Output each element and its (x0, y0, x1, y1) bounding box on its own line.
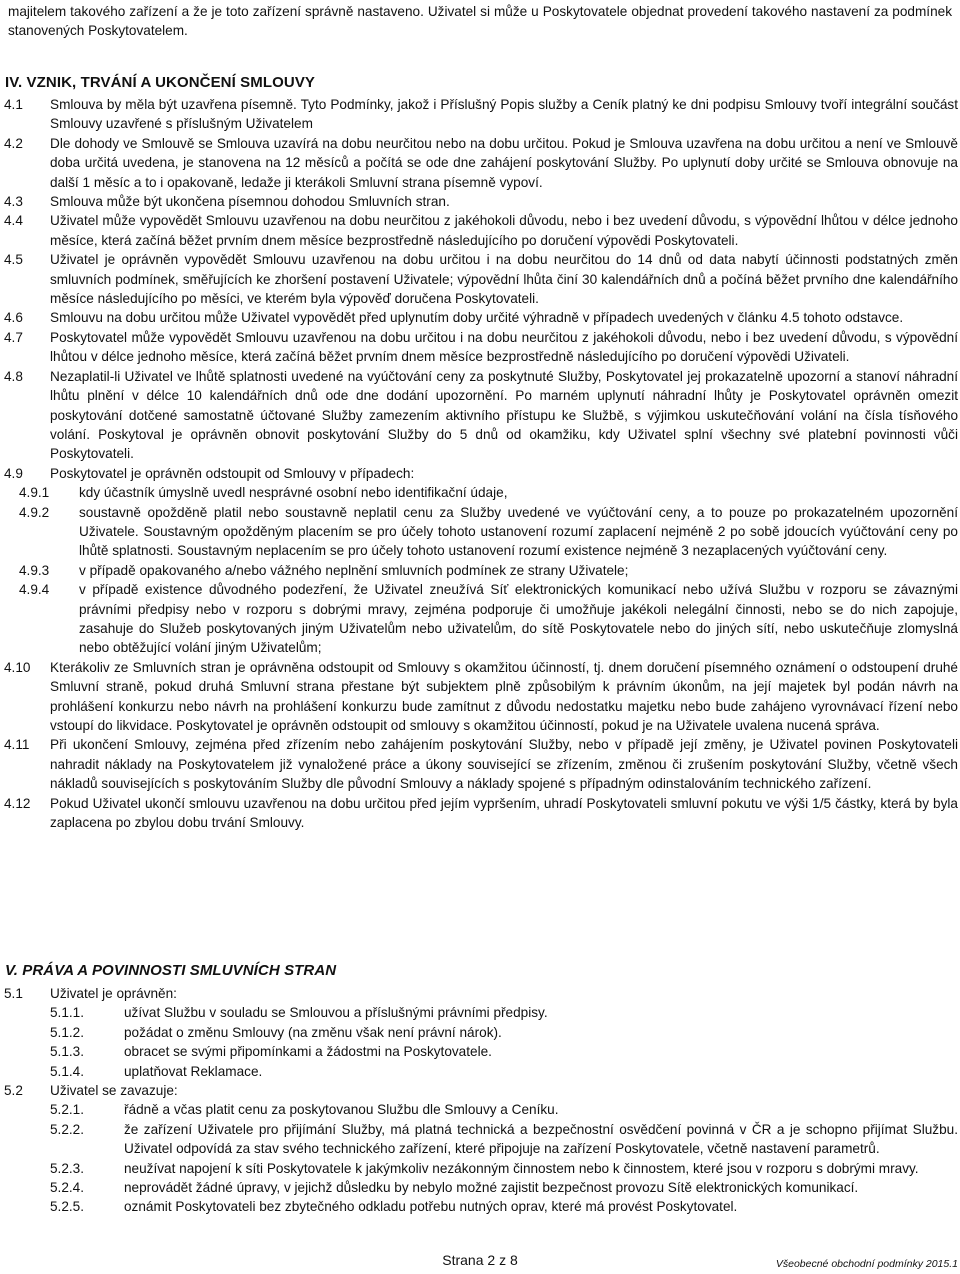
clause (4, 658, 958, 736)
clause-text: Uživatel je oprávněn: (50, 986, 177, 1001)
clause-text: Smlouvu na dobu určitou může Uživatel vypovědět před uplynutím doby určité výhradně v případech uvedených v článku 4.5 tohoto odstavce. (50, 310, 904, 326)
subclause-number: 5.2.3. (50, 1160, 85, 1176)
clause-text: Nezaplatil-li Uživatel ve lhůtě splatnosti uvedené na vyúčtování ceny za poskytnuté Služby, Poskytovatel jej prokazatelně upozorní a stanoví náhradní lhůtu plnění v délce 10 kalendářních dnů ode dne dodání upozornění. Po marném uplynutí náhradní lhůty je Poskytovatel oprávněn omezit poskytování dotčené samostatně účtované Služby zamezením aktivního přístupu ke Službě, s výjimkou uskutečňování volání na čísla tísňového volání. Poskytoval je oprávněn obnovit poskytování Služby do 5 dnů od okamžiku, kdy Uživatel splní všechny své platební povinnosti vůči Poskytovateli. (50, 368, 958, 462)
subclause (4, 1197, 958, 1216)
clause-number: 4.11 (4, 737, 30, 753)
subclause-number: 5.1.4. (50, 1063, 85, 1079)
clause-number: 5.2 (4, 1083, 23, 1099)
subclause-text: užívat Službu v souladu se Smlouvou a příslušnými právními předpisy. (124, 1005, 548, 1021)
subclause-text: neužívat napojení k síti Poskytovatele k jakýmkoliv nezákonným činnostem nebo k činnostem, které jsou v rozporu s dobrými mravy. (124, 1160, 919, 1176)
clause-text: Kterákoliv ze Smluvních stran je oprávněna odstoupit od Smlouvy s okamžitou účinností, tj. dnem doručení písemného oznámení o odstoupení druhé Smluvní straně, pokud druhá Smluvní strana přestane být subjektem plně způsobilým k právním úkonům, na její majetek byl podán návrh na prohlášení konkurzu nebo návrh na prohlášení konkurzu bude zamítnut z důvodu nedostatku majetku nebo bude zahájeno vyrovnávací řízení nebo vstoupí do likvidace. Poskytovatel je oprávněn odstoupit od smlouvy s okamžitou účinností, pokud je na Uživatele uvalena nucená správa. (50, 659, 958, 733)
clause-number: 4.4 (4, 213, 23, 229)
clause-number: 4.2 (4, 135, 23, 151)
clause-text: Poskytovatel je oprávněn odstoupit od Smlouvy v případech: (50, 465, 415, 481)
subclause-text: že zařízení Uživatele pro přijímání Služby, má platná technická a bezpečnostní osvědčení povinná v ČR a je schopno přijímat Službu. Uživatel odpovídá za stav svého technického zařízení, které připojuje na zařízení Poskytovatele, včetně nastavení parametrů. (124, 1121, 958, 1157)
subclause (4, 1120, 958, 1159)
clause-number: 4.7 (4, 329, 23, 345)
subclause-text: soustavně opožděně platil nebo soustavně neplatil cenu za Služby uvedené ve vyúčtování ceny, a to pouze po prokazatelném upozornění Uživatele. Soustavným opožděným placením se pro účely tohoto ustanovení rozumí zaplacení nejméně 2 po sobě jdoucích vyúčtování ceny po lhůtě splatnosti. Soustavným neplacením se pro účely tohoto ustanovení rozumí existence nejméně 3 nezaplacených vyúčtování ceny. (79, 504, 958, 559)
subclause (4, 580, 958, 658)
subclause (4, 561, 958, 580)
clause (4, 984, 958, 1003)
section-5-heading: V. PRÁVA A POVINNOSTI SMLUVNÍCH STRAN (5, 962, 337, 979)
subclause-text: uplatňovat Reklamace. (124, 1063, 263, 1079)
subclause-text: v případě existence důvodného podezření, že Uživatel zneužívá Síť elektronických komunikací nebo užívá Službu v rozporu se závaznými právními předpisy nebo v rozporu s dobrými mravy, zejména podporuje či umožňuje jakékoli nelegální činnosti, nebo se do nich zapojuje, zasahuje do Služeb poskytovaných jiným Uživatelům nebo uživatelům, do sítě Poskytovatele nebo do jiných sítí, nebo uskutečňuje zlomyslná nebo obtěžující volání jiným Uživatelům; (79, 582, 958, 656)
subclause (4, 1023, 958, 1042)
subclause (4, 1178, 958, 1197)
subclause-number: 4.9.1 (19, 485, 50, 501)
clause-number: 5.1 (4, 986, 23, 1001)
clause-number: 4.5 (4, 252, 23, 268)
clause (4, 134, 958, 192)
subclause-text: v případě opakovaného a/nebo vážného neplnění smluvních podmínek ze strany Uživatele; (79, 562, 629, 578)
subclause-number: 5.1.1. (50, 1005, 85, 1021)
subclause-text: obracet se svými připomínkami a žádostmi na Poskytovatele. (124, 1044, 492, 1060)
clause-text: Smlouva by měla být uzavřena písemně. Tyto Podmínky, jakož i Příslušný Popis služby a Ceník platný ke dni podpisu Smlouvy tvoří integrální součást Smlouvy uzavřené s příslušným Uživatelem (50, 97, 958, 132)
clause (4, 794, 958, 833)
subclause-text: oznámit Poskytovateli bez zbytečného odkladu potřebu nutných oprav, které má provést Poskytovatel. (124, 1199, 738, 1215)
subclause (4, 1042, 958, 1061)
clause-text: Dle dohody ve Smlouvě se Smlouva uzavírá na dobu neurčitou nebo na dobu určitou. Pokud je Smlouva uzavřena na dobu určitou a není ve Smlouvě doba určitá uvedena, je stanovena na 12 měsíců a počítá se ode dne zahájení poskytování Služby. Po uplynutí doby určité se Smlouva obnovuje na další 1 měsíc a to i opakovaně, ledaže ji kterákoli Smluvní strana písemně vypoví. (50, 135, 958, 190)
subclause-number: 5.2.5. (50, 1199, 85, 1215)
clause-text: Poskytovatel může vypovědět Smlouvu uzavřenou na dobu určitou i na dobu neurčitou z jakéhokoli důvodu, nebo i bez uvedení důvodu, s výpovědní lhůtou v délce jednoho měsíce, která začíná běžet prvním dnem měsíce bezprostředně následujícího po doručení výpovědi Uživateli. (50, 329, 958, 365)
clause (4, 211, 958, 250)
clause-number: 4.3 (4, 194, 23, 210)
subclause-number: 5.1.3. (50, 1044, 85, 1060)
clause-text: Při ukončení Smlouvy, zejména před zřízením nebo zahájením poskytování Služby, nebo v případě její změny, je Uživatel povinen Poskytovateli nahradit náklady na Poskytovatelem již vynaložené práce a úkony související se zřízením, změnou či zrušením poskytování Služby, včetně všech nákladů souvisejících s poskytováním Služby dle původní Smlouvy a náklady spojené s případným odinstalováním technického zařízení. (50, 737, 958, 792)
subclause-number: 4.9.3 (19, 562, 50, 578)
clause (4, 308, 958, 327)
subclause (4, 1100, 958, 1119)
clause-text: Uživatel je oprávněn vypovědět Smlouvu uzavřenou na dobu určitou i na dobu neurčitou do 14 dnů od data nabytí účinnosti podstatných změn smluvních podmínek, směřujících ke zhoršení postavení Uživatele; výpovědní lhůta činí 30 kalendářních dnů a počíná běžet prvního dne kalendářního měsíce následujícího po měsíci, ve kterém byla výpověď doručena Poskytovateli. (50, 252, 958, 307)
subclause (4, 503, 958, 561)
clause-text: Uživatel se zavazuje: (50, 1083, 178, 1099)
page-number: Strana 2 z 8 (442, 1252, 518, 1268)
section-5-body (4, 984, 958, 1217)
clause (4, 192, 958, 211)
subclause-number: 5.1.2. (50, 1024, 85, 1040)
subclause-text: řádně a včas platit cenu za poskytovanou Službu dle Smlouvy a Ceníku. (124, 1102, 559, 1118)
clause-text: Pokud Uživatel ukončí smlouvu uzavřenou na dobu určitou před jejím vypršením, uhradí Poskytovateli smluvní pokutu ve výši 1/5 částky, která by byla zaplacena po zbylou dobu trvání Smlouvy. (50, 795, 958, 831)
footer-document-name: Všeobecné obchodní podmínky 2015.1 (775, 1258, 958, 1270)
subclause (4, 1159, 958, 1178)
clause (4, 328, 958, 367)
clause (4, 1081, 958, 1100)
subclause-text: požádat o změnu Smlouvy (na změnu však není právní nárok). (124, 1024, 502, 1040)
clause-text: Smlouva může být ukončena písemnou dohodou Smluvních stran. (50, 194, 450, 210)
subclause-text: neprovádět žádné úpravy, v jejichž důsledku by nebylo možné zajistit bezpečnost provozu Sítě elektronických komunikací. (124, 1180, 859, 1196)
clause-number: 4.10 (4, 659, 31, 675)
clause-number: 4.8 (4, 368, 23, 384)
subclause-number: 4.9.4 (19, 582, 50, 598)
clause (4, 95, 958, 134)
subclause-text: kdy účastník úmyslně uvedl nesprávné osobní nebo identifikační údaje, (79, 485, 508, 501)
clause-number: 4.12 (4, 795, 31, 811)
clause (4, 367, 958, 464)
clause-number: 4.9 (4, 465, 23, 481)
clause-number: 4.6 (4, 310, 23, 326)
clause-number: 4.1 (4, 97, 23, 112)
subclause (4, 1062, 958, 1081)
subclause-number: 4.9.2 (19, 504, 50, 520)
intro-paragraph: majitelem takového zařízení a že je toto zařízení správně nastaveno. Uživatel si může u Poskytovatele objednat provedení takového nastavení za podmínek stanovených Poskytovatelem. (8, 4, 952, 39)
subclause-number: 5.2.1. (50, 1102, 85, 1118)
clause-text: Uživatel může vypovědět Smlouvu uzavřenou na dobu neurčitou z jakéhokoli důvodu, nebo i bez uvedení důvodu, s výpovědní lhůtou v délce jednoho měsíce, která začíná běžet prvním dnem měsíce bezprostředně následujícího po doručení výpovědi Poskytovateli. (50, 213, 958, 248)
subclause-number: 5.2.2. (50, 1121, 85, 1137)
subclause (4, 1003, 958, 1022)
section-4-body (4, 95, 958, 832)
clause (4, 735, 958, 793)
section-4-heading: IV. VZNIK, TRVÁNÍ A UKONČENÍ SMLOUVY (5, 74, 316, 91)
subclause-number: 5.2.4. (50, 1180, 85, 1196)
subclause (4, 483, 958, 502)
clause (4, 250, 958, 308)
clause (4, 464, 958, 483)
